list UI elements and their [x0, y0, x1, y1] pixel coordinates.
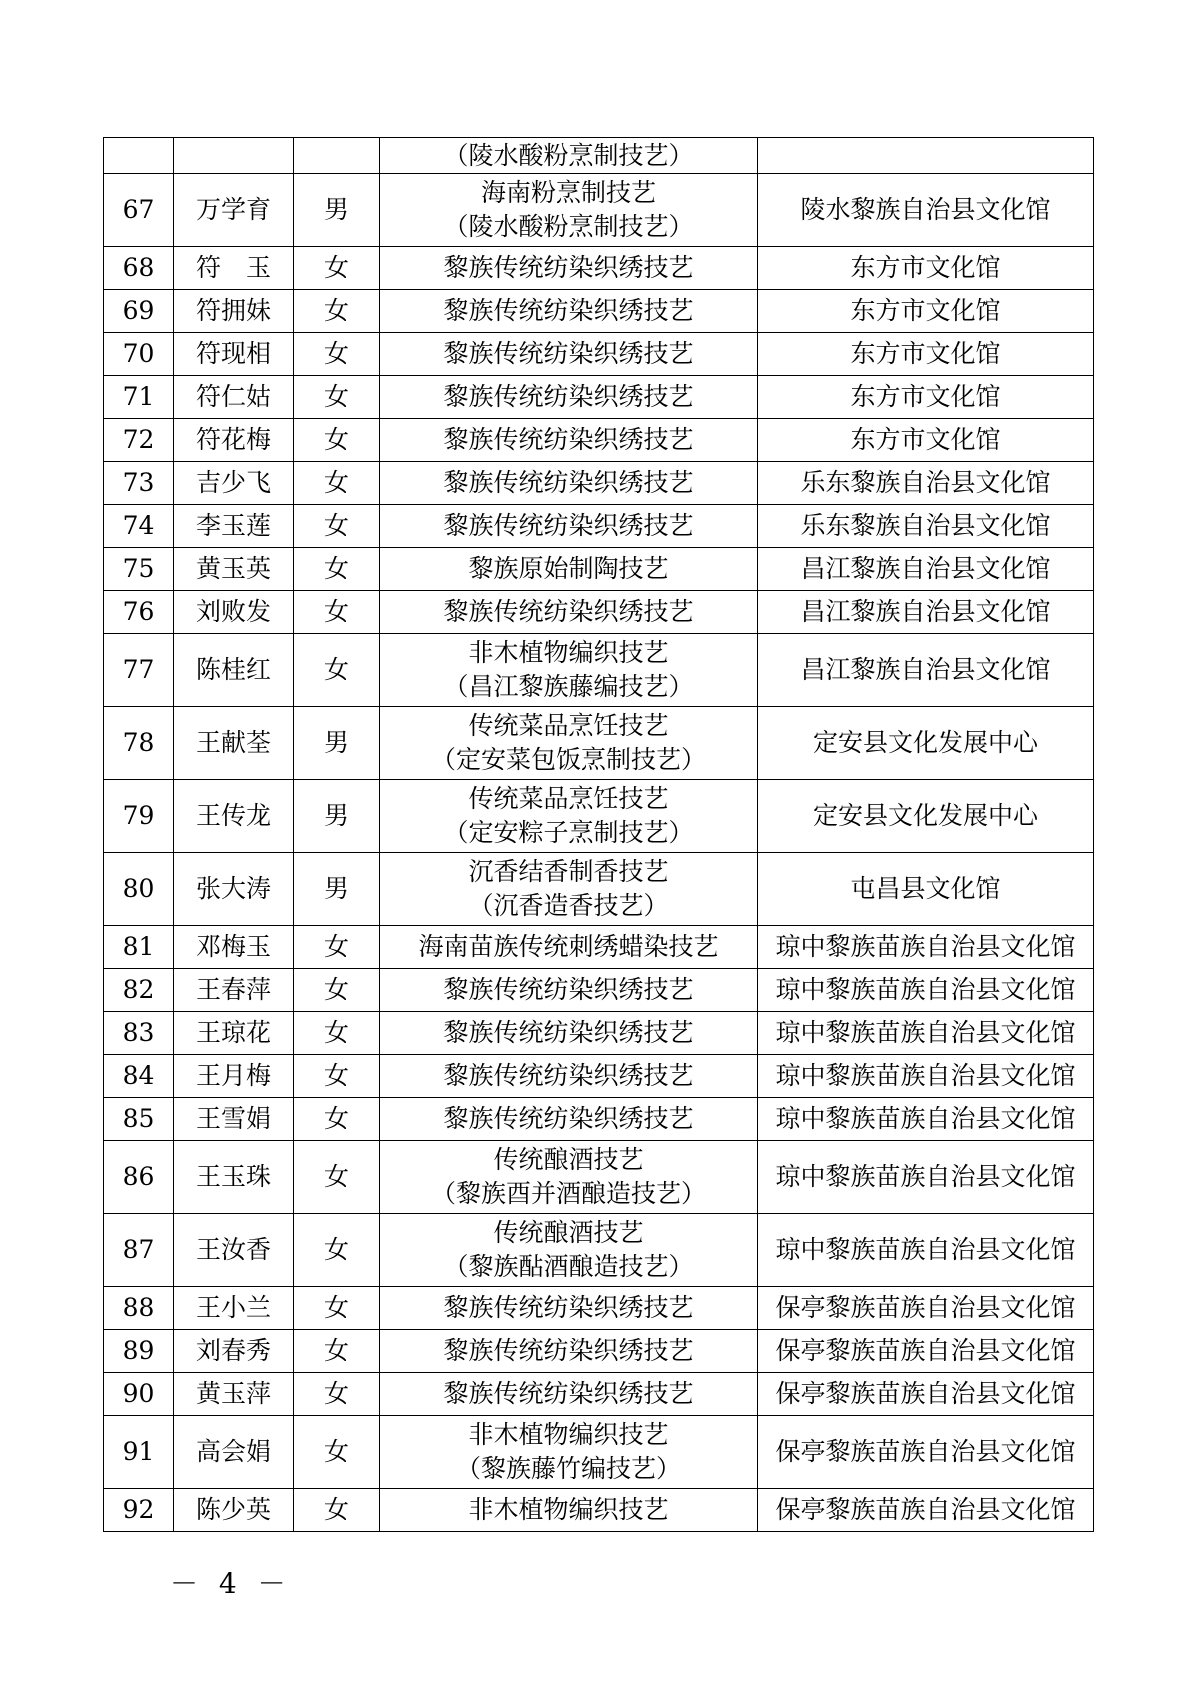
cell-gender: 女 [294, 1489, 380, 1532]
cell-gender: 女 [294, 1055, 380, 1098]
cell-project [380, 548, 758, 591]
cell-unit: 昌江黎族自治县文化馆 [758, 634, 1094, 707]
cell-project [380, 419, 758, 462]
project-line: 非木植物编织技艺 [468, 638, 669, 667]
cell-gender: 男 [294, 853, 380, 926]
cell-project [380, 634, 758, 707]
project-line: 黎族传统纺染织绣技艺 [443, 975, 694, 1004]
cell-no: 83 [104, 1012, 174, 1055]
cell-no: 90 [104, 1373, 174, 1416]
cell-no: 91 [104, 1416, 174, 1489]
cell-unit: 东方市文化馆 [758, 376, 1094, 419]
table-row [104, 634, 1094, 707]
project-line: 黎族传统纺染织绣技艺 [443, 1379, 694, 1408]
cell-gender: 女 [294, 969, 380, 1012]
cell-project [380, 138, 758, 174]
cell-no: 75 [104, 548, 174, 591]
cell-unit: 保亭黎族苗族自治县文化馆 [758, 1287, 1094, 1330]
cell-unit: 东方市文化馆 [758, 419, 1094, 462]
cell-project [380, 174, 758, 247]
cell-project [380, 1416, 758, 1489]
table-row [104, 462, 1094, 505]
cell-project [380, 591, 758, 634]
cell-project [380, 462, 758, 505]
cell-project [380, 1214, 758, 1287]
cell-unit: 东方市文化馆 [758, 290, 1094, 333]
cell-name: 符花梅 [174, 419, 294, 462]
cell-no: 76 [104, 591, 174, 634]
cell-unit: 琼中黎族苗族自治县文化馆 [758, 969, 1094, 1012]
table-row [104, 548, 1094, 591]
cell-name: 万学育 [174, 174, 294, 247]
table-row [104, 1373, 1094, 1416]
project-line: （沉香造香技艺） [468, 891, 669, 920]
cell-no: 88 [104, 1287, 174, 1330]
project-line: 黎族传统纺染织绣技艺 [443, 1061, 694, 1090]
cell-name: 王小兰 [174, 1287, 294, 1330]
cell-gender: 男 [294, 780, 380, 853]
cell-project [380, 1098, 758, 1141]
cell-gender: 女 [294, 634, 380, 707]
table-row [104, 247, 1094, 290]
cell-no: 72 [104, 419, 174, 462]
project-line: 黎族传统纺染织绣技艺 [443, 468, 694, 497]
project-line: （陵水酸粉烹制技艺） [443, 140, 694, 170]
cell-project [380, 290, 758, 333]
cell-name: 刘败发 [174, 591, 294, 634]
cell-gender: 女 [294, 1141, 380, 1214]
table-row [104, 505, 1094, 548]
project-line: 非木植物编织技艺 [468, 1495, 669, 1524]
cell-project [380, 1055, 758, 1098]
cell-no: 79 [104, 780, 174, 853]
project-line: 黎族传统纺染织绣技艺 [443, 425, 694, 454]
project-line: 黎族传统纺染织绣技艺 [443, 511, 694, 540]
cell-gender: 女 [294, 247, 380, 290]
inheritor-table [103, 137, 1094, 1532]
cell-no: 87 [104, 1214, 174, 1287]
cell-no: 73 [104, 462, 174, 505]
project-line: （昌江黎族藤编技艺） [443, 672, 694, 701]
table-row [104, 707, 1094, 780]
project-line: 黎族传统纺染织绣技艺 [443, 253, 694, 282]
table-row [104, 1055, 1094, 1098]
cell-gender [294, 138, 380, 174]
cell-name: 王月梅 [174, 1055, 294, 1098]
table-row [104, 1287, 1094, 1330]
cell-gender: 女 [294, 1012, 380, 1055]
cell-gender: 男 [294, 174, 380, 247]
cell-unit: 琼中黎族苗族自治县文化馆 [758, 926, 1094, 969]
cell-project [380, 1141, 758, 1214]
project-line: （陵水酸粉烹制技艺） [443, 212, 694, 241]
cell-no: 67 [104, 174, 174, 247]
table-body [104, 138, 1094, 1532]
cell-gender: 女 [294, 1287, 380, 1330]
cell-gender: 女 [294, 1373, 380, 1416]
cell-gender: 女 [294, 419, 380, 462]
cell-project [380, 853, 758, 926]
cell-unit: 保亭黎族苗族自治县文化馆 [758, 1489, 1094, 1532]
table-row [104, 1098, 1094, 1141]
cell-unit: 东方市文化馆 [758, 247, 1094, 290]
cell-name: 王献荃 [174, 707, 294, 780]
cell-project [380, 333, 758, 376]
cell-project [380, 505, 758, 548]
table-row [104, 333, 1094, 376]
project-line: 黎族传统纺染织绣技艺 [443, 1293, 694, 1322]
project-line: 黎族传统纺染织绣技艺 [443, 597, 694, 626]
cell-no: 68 [104, 247, 174, 290]
table-row [104, 1330, 1094, 1373]
cell-gender: 男 [294, 707, 380, 780]
table-row [104, 290, 1094, 333]
cell-name: 高会娟 [174, 1416, 294, 1489]
cell-unit: 乐东黎族自治县文化馆 [758, 505, 1094, 548]
project-line: （黎族酟酒酿造技艺） [443, 1252, 694, 1281]
cell-name: 王汝香 [174, 1214, 294, 1287]
project-line: 传统菜品烹饪技艺 [468, 711, 669, 740]
project-line: （黎族酉并酒酿造技艺） [430, 1179, 706, 1208]
cell-unit: 定安县文化发展中心 [758, 780, 1094, 853]
cell-unit: 乐东黎族自治县文化馆 [758, 462, 1094, 505]
project-line: 黎族传统纺染织绣技艺 [443, 1104, 694, 1133]
project-line: 海南粉烹制技艺 [480, 178, 656, 207]
project-line: 沉香结香制香技艺 [468, 857, 669, 886]
cell-project [380, 1012, 758, 1055]
cell-unit: 东方市文化馆 [758, 333, 1094, 376]
cell-unit: 琼中黎族苗族自治县文化馆 [758, 1055, 1094, 1098]
table-row [104, 1012, 1094, 1055]
table-row [104, 969, 1094, 1012]
cell-no: 78 [104, 707, 174, 780]
cell-gender: 女 [294, 1214, 380, 1287]
cell-no: 81 [104, 926, 174, 969]
cell-unit: 琼中黎族苗族自治县文化馆 [758, 1098, 1094, 1141]
cell-gender: 女 [294, 290, 380, 333]
cell-name: 王春萍 [174, 969, 294, 1012]
cell-unit: 屯昌县文化馆 [758, 853, 1094, 926]
cell-name: 黄玉英 [174, 548, 294, 591]
project-line: 黎族传统纺染织绣技艺 [443, 1018, 694, 1047]
cell-gender: 女 [294, 1416, 380, 1489]
cell-no: 85 [104, 1098, 174, 1141]
project-line: 海南苗族传统刺绣蜡染技艺 [418, 932, 719, 961]
cell-unit: 昌江黎族自治县文化馆 [758, 591, 1094, 634]
cell-unit: 琼中黎族苗族自治县文化馆 [758, 1012, 1094, 1055]
cell-unit: 昌江黎族自治县文化馆 [758, 548, 1094, 591]
cell-gender: 女 [294, 548, 380, 591]
cell-unit: 琼中黎族苗族自治县文化馆 [758, 1141, 1094, 1214]
cell-no: 80 [104, 853, 174, 926]
cell-unit: 保亭黎族苗族自治县文化馆 [758, 1330, 1094, 1373]
table-row [104, 926, 1094, 969]
cell-no: 69 [104, 290, 174, 333]
project-line: 传统酿酒技艺 [493, 1218, 644, 1247]
cell-no: 82 [104, 969, 174, 1012]
project-line: 黎族传统纺染织绣技艺 [443, 1336, 694, 1365]
cell-name: 王雪娟 [174, 1098, 294, 1141]
cell-gender: 女 [294, 926, 380, 969]
project-line: 黎族传统纺染织绣技艺 [443, 296, 694, 325]
table-row [104, 376, 1094, 419]
cell-gender: 女 [294, 333, 380, 376]
cell-no: 84 [104, 1055, 174, 1098]
cell-name: 张大涛 [174, 853, 294, 926]
project-line: （定安粽子烹制技艺） [443, 818, 694, 847]
project-line: 黎族传统纺染织绣技艺 [443, 339, 694, 368]
cell-unit: 琼中黎族苗族自治县文化馆 [758, 1214, 1094, 1287]
table-row [104, 1416, 1094, 1489]
table-row [104, 780, 1094, 853]
cell-gender: 女 [294, 591, 380, 634]
cell-no: 89 [104, 1330, 174, 1373]
cell-project [380, 1489, 758, 1532]
cell-project [380, 707, 758, 780]
cell-name: 陈桂红 [174, 634, 294, 707]
cell-unit: 陵水黎族自治县文化馆 [758, 174, 1094, 247]
project-line: 黎族传统纺染织绣技艺 [443, 382, 694, 411]
cell-gender: 女 [294, 505, 380, 548]
cell-unit [758, 138, 1094, 174]
cell-name: 刘春秀 [174, 1330, 294, 1373]
project-line: 黎族原始制陶技艺 [468, 554, 669, 583]
continuation-row [104, 138, 1094, 174]
table-row [104, 174, 1094, 247]
cell-no: 74 [104, 505, 174, 548]
cell-name: 邓梅玉 [174, 926, 294, 969]
cell-project [380, 780, 758, 853]
cell-name [174, 138, 294, 174]
table-row [104, 1214, 1094, 1287]
cell-unit: 定安县文化发展中心 [758, 707, 1094, 780]
cell-name: 黄玉萍 [174, 1373, 294, 1416]
cell-no: 92 [104, 1489, 174, 1532]
project-line: （定安菜包饭烹制技艺） [430, 745, 706, 774]
cell-no: 86 [104, 1141, 174, 1214]
cell-project [380, 247, 758, 290]
table-row [104, 1489, 1094, 1532]
cell-no: 77 [104, 634, 174, 707]
cell-gender: 女 [294, 1098, 380, 1141]
cell-unit: 保亭黎族苗族自治县文化馆 [758, 1373, 1094, 1416]
cell-unit: 保亭黎族苗族自治县文化馆 [758, 1416, 1094, 1489]
cell-no [104, 138, 174, 174]
project-line: 非木植物编织技艺 [468, 1420, 669, 1449]
cell-name: 王传龙 [174, 780, 294, 853]
project-line: 传统酿酒技艺 [493, 1145, 644, 1174]
cell-gender: 女 [294, 462, 380, 505]
cell-name: 符拥妹 [174, 290, 294, 333]
cell-project [380, 926, 758, 969]
table-row [104, 853, 1094, 926]
table-row [104, 591, 1094, 634]
project-line: （黎族藤竹编技艺） [455, 1454, 681, 1483]
page-number: － 4 － [170, 1567, 292, 1600]
project-line: 传统菜品烹饪技艺 [468, 784, 669, 813]
cell-name: 王琼花 [174, 1012, 294, 1055]
cell-project [380, 1373, 758, 1416]
cell-project [380, 969, 758, 1012]
table-row [104, 419, 1094, 462]
cell-name: 符现相 [174, 333, 294, 376]
cell-no: 70 [104, 333, 174, 376]
cell-name: 李玉莲 [174, 505, 294, 548]
cell-name: 吉少飞 [174, 462, 294, 505]
cell-name: 符仁姑 [174, 376, 294, 419]
cell-name: 符 玉 [174, 247, 294, 290]
cell-gender: 女 [294, 1330, 380, 1373]
cell-project [380, 1330, 758, 1373]
table-row [104, 1141, 1094, 1214]
cell-name: 王玉珠 [174, 1141, 294, 1214]
cell-project [380, 376, 758, 419]
cell-project [380, 1287, 758, 1330]
cell-no: 71 [104, 376, 174, 419]
cell-name: 陈少英 [174, 1489, 294, 1532]
cell-gender: 女 [294, 376, 380, 419]
